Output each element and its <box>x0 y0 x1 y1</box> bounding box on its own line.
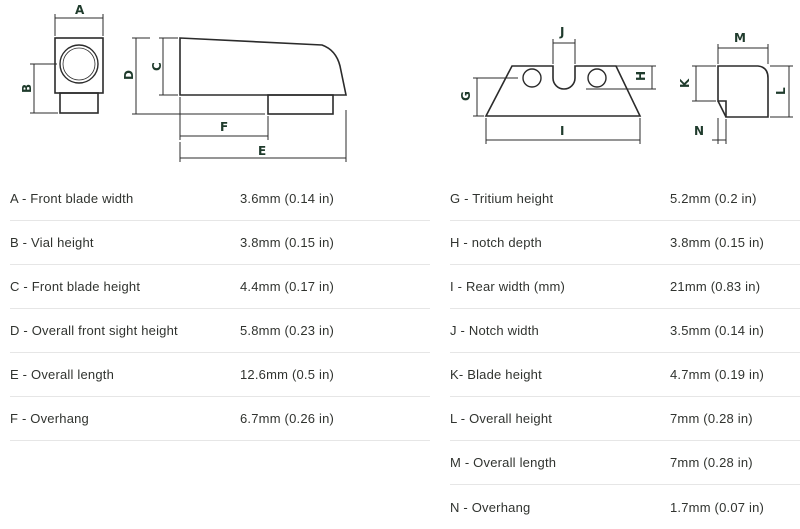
spec-value: 5.8mm (0.23 in) <box>240 323 335 338</box>
spec-value: 7mm (0.28 in) <box>670 455 753 470</box>
spec-value: 21mm (0.83 in) <box>670 279 761 294</box>
spec-label: H - notch depth <box>450 235 542 250</box>
spec-label: N - Overhang <box>450 499 531 515</box>
spec-value: 3.5mm (0.14 in) <box>670 323 765 338</box>
spec-label: I - Rear width (mm) <box>450 279 566 294</box>
spec-value: 3.6mm (0.14 in) <box>240 191 335 206</box>
spec-row <box>450 309 800 353</box>
dim-label-f: F <box>220 120 229 134</box>
dim-label-c: C <box>150 62 164 71</box>
dim-label-i: I <box>560 124 565 138</box>
front-sight-spec-table <box>10 177 430 441</box>
spec-row <box>450 221 800 265</box>
spec-label: E - Overall length <box>10 367 115 382</box>
spec-label: F - Overhang <box>10 411 89 426</box>
spec-value: 5.2mm (0.2 in) <box>670 191 757 206</box>
spec-row <box>450 177 800 221</box>
spec-value: 3.8mm (0.15 in) <box>670 235 765 250</box>
dim-label-a: A <box>75 3 85 17</box>
spec-row <box>450 397 800 441</box>
dim-label-n: N <box>694 124 705 138</box>
spec-row <box>10 353 430 397</box>
spec-row <box>450 485 800 529</box>
spec-value: 6.7mm (0.26 in) <box>240 411 335 426</box>
dim-label-h: H <box>634 70 648 81</box>
dim-label-b: B <box>20 83 34 93</box>
spec-row <box>10 221 430 265</box>
spec-label: K- Blade height <box>450 367 542 382</box>
dim-label-m: M <box>734 31 746 45</box>
spec-value: 3.8mm (0.15 in) <box>240 235 335 250</box>
spec-row <box>10 265 430 309</box>
spec-value: 7mm (0.28 in) <box>670 411 753 426</box>
front-sight-side-view <box>132 38 346 162</box>
dim-label-l: L <box>774 87 788 95</box>
spec-row <box>450 441 800 485</box>
spec-label: L - Overall height <box>450 411 553 426</box>
spec-value: 4.7mm (0.19 in) <box>670 367 765 382</box>
rear-sight-rear-view <box>473 39 656 144</box>
spec-row <box>10 397 430 441</box>
spec-row <box>450 265 800 309</box>
dim-label-j: J <box>560 25 565 39</box>
spec-value: 1.7mm (0.07 in) <box>670 499 765 515</box>
dim-label-d: D <box>122 70 136 80</box>
spec-value: 12.6mm (0.5 in) <box>240 367 335 382</box>
spec-value: 4.4mm (0.17 in) <box>240 279 335 294</box>
spec-label: C - Front blade height <box>10 279 141 294</box>
sight-dimension-diagram <box>0 0 800 170</box>
rear-sight-spec-table <box>450 177 800 529</box>
spec-label: M - Overall length <box>450 455 557 470</box>
front-sight-end-view <box>30 14 103 113</box>
dim-label-k: K <box>678 78 692 88</box>
spec-label: A - Front blade width <box>10 191 134 206</box>
spec-row <box>10 177 430 221</box>
spec-row <box>10 309 430 353</box>
spec-label: G - Tritium height <box>450 191 554 206</box>
spec-label: J - Notch width <box>450 323 539 338</box>
spec-label: D - Overall front sight height <box>10 323 178 338</box>
dim-label-e: E <box>258 144 267 158</box>
spec-row <box>450 353 800 397</box>
dim-label-g: G <box>459 91 473 101</box>
spec-label: B - Vial height <box>10 235 94 250</box>
